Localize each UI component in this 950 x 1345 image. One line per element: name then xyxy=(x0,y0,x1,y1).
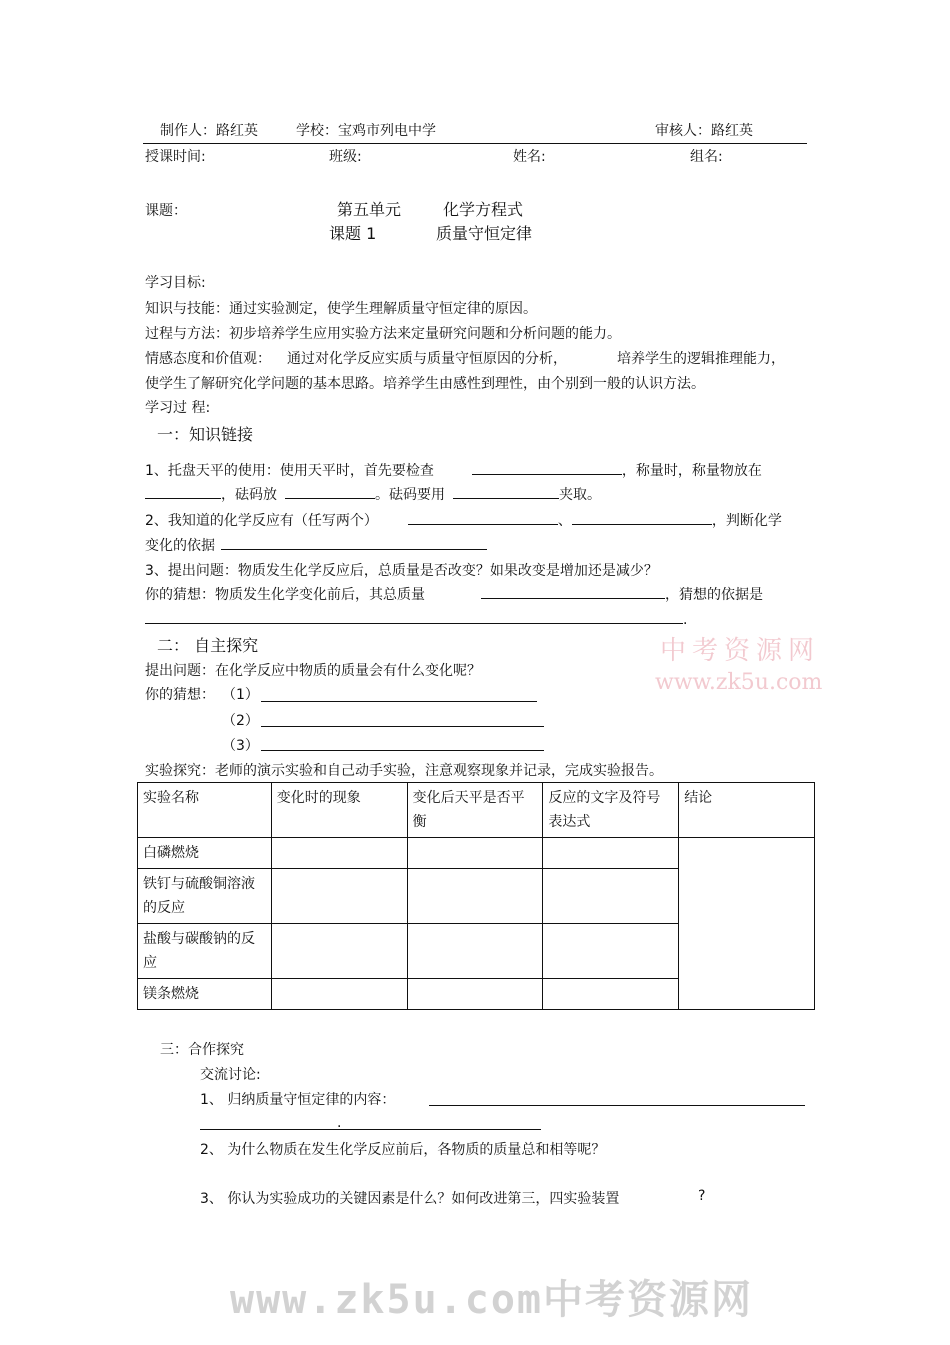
q2-blank-2[interactable] xyxy=(572,510,712,525)
q4-line1 xyxy=(145,584,763,604)
lesson-topic: 质量守恒定律 xyxy=(436,224,533,243)
q1-line2 xyxy=(145,484,601,504)
q2-text-b: 、 xyxy=(557,513,572,529)
watermark-top-url: www.zk5u.com xyxy=(655,670,823,695)
cell-expression[interactable] xyxy=(543,924,679,979)
unit-title: 第五单元 xyxy=(337,200,402,219)
header-expression: 反应的文字及符号表达式 xyxy=(543,783,679,838)
guess-2-label: （2） xyxy=(222,713,259,729)
objective-emotion-c: 培养学生的逻辑推理能力， xyxy=(617,351,785,367)
cell-phenomenon[interactable] xyxy=(271,869,407,924)
q1-text-e: 夹取。 xyxy=(559,487,601,503)
header-divider xyxy=(143,143,807,144)
cell-expression[interactable] xyxy=(543,869,679,924)
unit-topic: 化学方程式 xyxy=(443,200,524,219)
q2-text-d: 变化的依据 xyxy=(145,538,215,554)
class-name-label: 班级: xyxy=(329,149,362,165)
objective-emotion-b: 通过对化学反应实质与质量守恒原因的分析， xyxy=(287,351,567,367)
q4-text-a: 你的猜想：物质发生化学变化前后，其总质量 xyxy=(145,587,425,603)
q4-blank-basis[interactable] xyxy=(145,609,683,624)
title-label: 课题： xyxy=(145,203,187,219)
class-time-label: 授课时间: xyxy=(145,149,206,165)
q1-blank-weight[interactable] xyxy=(285,484,375,499)
cell-balance[interactable] xyxy=(407,924,543,979)
s3-q1-blank-1[interactable] xyxy=(429,1105,805,1106)
objective-emotion-a: 情感态度和价值观： xyxy=(145,351,271,367)
cell-expression[interactable] xyxy=(543,838,679,869)
guess-2-blank[interactable] xyxy=(261,726,544,727)
cell-balance[interactable] xyxy=(407,869,543,924)
watermark-bottom: www.zk5u.com中考资源网 xyxy=(230,1277,753,1323)
cell-balance[interactable] xyxy=(407,838,543,869)
section2-question: 提出问题：在化学反应中物质的质量会有什么变化呢？ xyxy=(145,663,481,679)
row-name: 盐酸与碳酸钠的反应 xyxy=(138,924,272,979)
q2-blank-1[interactable] xyxy=(408,510,558,525)
q2-blank-basis[interactable] xyxy=(221,535,487,550)
objective-emotion-line2: 使学生了解研究化学问题的基本思路。培养学生由感性到理性，由个别到一般的认识方法。 xyxy=(145,376,705,392)
experiment-intro: 实验探究：老师的演示实验和自己动手实验，注意观察现象并记录，完成实验报告。 xyxy=(145,763,663,779)
cell-phenomenon[interactable] xyxy=(271,979,407,1010)
cell-balance[interactable] xyxy=(407,979,543,1010)
experiment-table xyxy=(137,782,815,1010)
guess-3-label: （3） xyxy=(222,738,259,754)
objectives-heading: 学习目标: xyxy=(145,275,206,291)
guess-label: 你的猜想： xyxy=(145,687,215,703)
q1-blank-tool[interactable] xyxy=(453,484,559,499)
s3-q1-end: . xyxy=(337,1115,342,1131)
header-experiment-name: 实验名称 xyxy=(138,783,272,838)
q3-text: 3、提出问题：物质发生化学反应后，总质量是否改变？如果改变是增加还是减少？ xyxy=(145,563,658,579)
q4-text-b: ，猜想的依据是 xyxy=(665,587,763,603)
q1-line1 xyxy=(145,460,762,480)
watermark-top-cn: 中考资源网 xyxy=(660,636,821,666)
header-phenomenon: 变化时的现象 xyxy=(271,783,407,838)
s3-q2: 2、 为什么物质在发生化学反应前后，各物质的质量总和相等呢？ xyxy=(200,1142,606,1158)
q1-text-d: 。砝码要用 xyxy=(375,487,445,503)
cell-phenomenon[interactable] xyxy=(271,924,407,979)
q1-text-a: 1、托盘天平的使用：使用天平时，首先要检查 xyxy=(145,463,434,479)
section3-heading: 三：合作探究 xyxy=(160,1042,244,1058)
s3-q1-blank-2[interactable] xyxy=(200,1129,541,1130)
s3-q3: 3、 你认为实验成功的关键因素是什么？如何改进第三，四实验装置 xyxy=(200,1191,620,1207)
q1-blank-check[interactable] xyxy=(472,460,622,475)
student-name-label: 姓名: xyxy=(513,149,546,165)
process-heading: 学习过 程: xyxy=(145,400,211,416)
row-name: 镁条燃烧 xyxy=(138,979,272,1010)
school: 学校：宝鸡市列电中学 xyxy=(296,123,436,139)
s3-q1: 1、 归纳质量守恒定律的内容： xyxy=(200,1092,396,1108)
q2-line1 xyxy=(145,510,782,530)
q2-text-a: 2、我知道的化学反应有（任写两个） xyxy=(145,513,378,529)
s3-q3-end: ? xyxy=(698,1188,706,1204)
lesson-title: 课题 1 xyxy=(329,224,377,243)
discussion-label: 交流讨论: xyxy=(200,1067,261,1083)
reviewer: 审核人：路红英 xyxy=(655,123,753,139)
cell-phenomenon[interactable] xyxy=(271,838,407,869)
q2-text-c: ，判断化学 xyxy=(711,513,782,529)
row-name: 铁钉与硫酸铜溶液的反应 xyxy=(138,869,272,924)
group-name-label: 组名: xyxy=(690,149,723,165)
cell-conclusion[interactable] xyxy=(679,838,815,1010)
q1-text-c: ，砝码放 xyxy=(221,487,277,503)
q1-blank-object[interactable] xyxy=(145,484,221,499)
q2-line2 xyxy=(145,535,487,555)
q1-text-b: ，称量时，称量物放在 xyxy=(621,463,762,479)
header-balance: 变化后天平是否平衡 xyxy=(407,783,543,838)
section2-heading: 二： 自主探究 xyxy=(157,636,259,655)
cell-expression[interactable] xyxy=(543,979,679,1010)
objective-process: 过程与方法：初步培养学生应用实验方法来定量研究问题和分析问题的能力。 xyxy=(145,326,621,342)
section1-heading: 一：知识链接 xyxy=(157,425,254,444)
q4-line2 xyxy=(145,609,687,628)
objective-knowledge: 知识与技能：通过实验测定，使学生理解质量守恒定律的原因。 xyxy=(145,301,537,317)
row-name: 白磷燃烧 xyxy=(138,838,272,869)
table-header-row xyxy=(138,783,815,838)
guess-1-blank[interactable] xyxy=(261,701,537,702)
table-row xyxy=(138,838,815,869)
q4-end: . xyxy=(683,612,688,628)
maker: 制作人：路红英 xyxy=(160,123,258,139)
guess-3-blank[interactable] xyxy=(261,750,544,751)
header-conclusion: 结论 xyxy=(679,783,815,838)
q4-blank-mass[interactable] xyxy=(481,584,665,599)
guess-1-label: （1） xyxy=(222,687,259,703)
